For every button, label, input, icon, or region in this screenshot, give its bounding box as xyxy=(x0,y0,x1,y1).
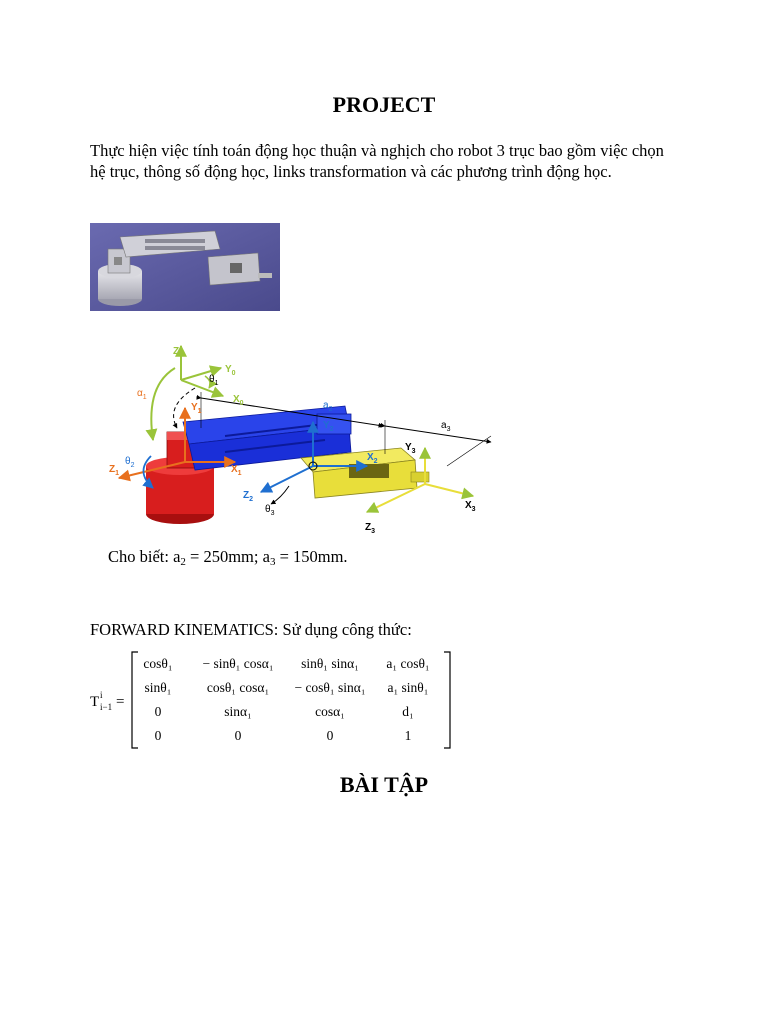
svg-text:X2: $X_2$ xyxy=(367,452,378,465)
svg-text:a3: $a_3$ xyxy=(441,420,451,433)
page-title: PROJECT xyxy=(332,92,436,117)
label-theta1: θ xyxy=(209,374,215,385)
svg-text:X0: $X_0$ xyxy=(233,394,244,407)
intro-paragraph: Thực hiện việc tính toán động học thuận và nghịch cho robot 3 trục bao gồm việc chọn hệ trục, thông số động học, links transformation và các phương trình động học. xyxy=(90,141,664,181)
svg-text:θ1: $\theta_1$ xyxy=(209,374,219,387)
matrix-cell: sinθ₁ xyxy=(144,680,172,695)
forward-kinematics-heading: FORWARD KINEMATICS: Sử dụng công thức: xyxy=(90,620,412,639)
svg-text:θ2: $\theta_2$ xyxy=(125,456,135,469)
svg-text:Z1: $Z_1$ xyxy=(109,464,120,477)
matrix-cell: cosα₁ xyxy=(315,704,345,719)
svg-text:X3: $X_3$ xyxy=(465,500,476,513)
matrix-cell: 1 xyxy=(404,728,412,743)
svg-text:Z2: $Z_2$ xyxy=(243,490,254,503)
matrix-cell: − cosθ₁ sinα₁ xyxy=(294,680,366,695)
label-y0: Y xyxy=(225,364,232,375)
matrix-equals: = xyxy=(116,694,125,710)
svg-text:Y0: $Y_0$ xyxy=(225,364,236,377)
label-theta3: θ xyxy=(265,504,271,515)
label-a3: a xyxy=(441,420,447,431)
matrix-cell: a₁ sinθ₁ xyxy=(387,680,429,695)
svg-text:X1: $X_1$ xyxy=(231,464,242,477)
label-x2: X xyxy=(367,452,374,463)
matrix-cell: 0 xyxy=(234,728,242,743)
svg-text:α1: $\alpha_1$ xyxy=(137,388,147,401)
kinematic-diagram xyxy=(105,336,500,536)
svg-text:Z0: $Z_0$ xyxy=(173,346,184,359)
given-values: Cho biết: $a_2 = 250mm$; $a_3 = 150mm$. xyxy=(108,547,348,568)
label-a2: a xyxy=(323,400,329,411)
matrix-lhs-sub: i−1 xyxy=(100,702,113,712)
matrix-cell: a₁ cosθ₁ xyxy=(386,656,430,671)
robot-render-image xyxy=(90,223,280,311)
label-x1: X xyxy=(231,464,238,475)
matrix-cell: 0 xyxy=(326,728,334,743)
matrix-cell: 0 xyxy=(154,728,162,743)
matrix-lhs-sup: i xyxy=(100,690,103,700)
svg-text:Y1: $Y_1$ xyxy=(191,402,202,415)
matrix-cell: sinα₁ xyxy=(224,704,252,719)
label-y2: Y xyxy=(323,420,330,431)
matrix-cell: d₁ xyxy=(402,704,414,719)
label-y3: Y xyxy=(405,442,412,453)
transformation-matrix-formula xyxy=(90,648,470,752)
matrix-cell: 0 xyxy=(154,704,162,719)
label-z2: Z xyxy=(243,490,250,501)
label-x3: X xyxy=(465,500,472,511)
label-alpha1: α xyxy=(137,388,143,399)
svg-text:θ3: $\theta_3$ xyxy=(265,504,275,517)
svg-text:Y3: $Y_3$ xyxy=(405,442,416,455)
label-z3: Z xyxy=(365,522,372,533)
matrix-cell: cosθ₁ cosα₁ xyxy=(206,680,270,695)
label-y1: Y xyxy=(191,402,198,413)
svg-text:a2: $a_2$ xyxy=(323,400,333,413)
svg-text:Z3: $Z_3$ xyxy=(365,522,376,535)
label-z1: Z xyxy=(109,464,116,475)
svg-text:Y2: $Y_2$ xyxy=(323,420,334,433)
exercise-heading: BÀI TẬP xyxy=(339,772,429,797)
matrix-cell: cosθ₁ xyxy=(143,656,173,671)
matrix-cell: − sinθ₁ cosα₁ xyxy=(202,656,274,671)
label-z0: Z xyxy=(173,346,180,357)
matrix-lhs: T xyxy=(90,694,100,710)
label-x0: X xyxy=(233,394,240,405)
label-theta2: θ xyxy=(125,456,131,467)
matrix-cell: sinθ₁ sinα₁ xyxy=(301,656,359,671)
